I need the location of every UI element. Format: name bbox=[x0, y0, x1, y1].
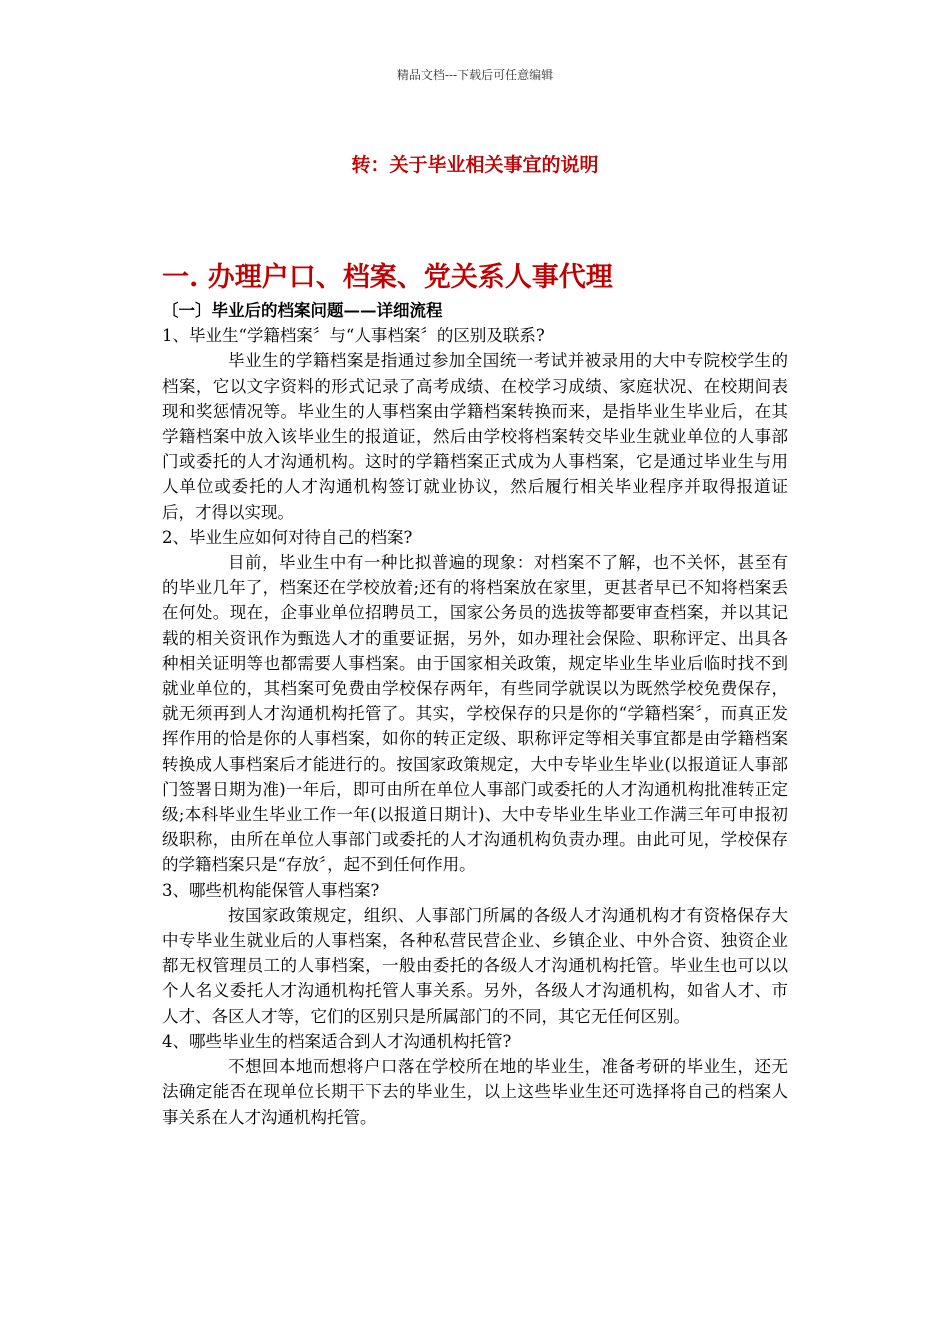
subheading: 〔一〕毕业后的档案问题——详细流程 bbox=[162, 301, 443, 320]
answer-1: 毕业生的学籍档案是指通过参加全国统一考试并被录用的大中专院校学生的档案，它以文字资料的形式记录了高考成绩、在校学习成绩、家庭状况、在校期间表现和奖惩情况等。毕业生的人事档案由学籍档案转换而来，是指毕业生毕业后，在其学籍档案中放入该毕业生的报道证，然后由学校将档案转交毕业生就业单位的人事部门或委托的人才沟通机构。这时的学籍档案正式成为人事档案，它是通过毕业生与用人单位或委托的人才沟通机构签订就业协议，然后履行相关毕业程序并取得报道证后，才得以实现。 bbox=[162, 351, 788, 522]
answer-3: 按国家政策规定，组织、人事部门所属的各级人才沟通机构才有资格保存大中专毕业生就业后的人事档案，各种私营民营企业、乡镇企业、中外合资、独资企业都无权管理员工的人事档案，一般由委托的各级人才沟通机构托管。毕业生也可以以个人名义委托人才沟通机构托管人事关系。另外，各级人才沟通机构，如省人才、市人才、各区人才等，它们的区别只是所属部门的不同，其它无任何区别。 bbox=[162, 905, 788, 1026]
answer-2: 目前，毕业生中有一种比拟普遍的现象：对档案不了解，也不关怀，甚至有的毕业几年了，档案还在学校放着;还有的将档案放在家里，更甚者早已不知将档案丢在何处。现在，企事业单位招聘员工，国家公务员的选拔等都要审查档案，并以其记载的相关资讯作为甄选人才的重要证据，另外，如办理社会保险、职称评定、出具各种相关证明等也都需要人事档案。由于国家相关政策，规定毕业生毕业后临时找不到就业单位的，其档案可免费由学校保存两年，有些同学就误以为既然学校免费保存，就无须再到人才沟通机构托管了。其实，学校保存的只是你的“学籍档案〞，而真正发挥作用的恰是你的人事档案，如你的转正定级、职称评定等相关事宜都是由学籍档案转换成人事档案后才能进行的。按国家政策规定，大中专毕业生毕业(以报道证人事部门签署日期为准)一年后，即可由所在单位人事部门或委托的人才沟通机构批准转正定级;本科毕业生毕业工作一年(以报道日期计)、大中专毕业生毕业工作满三年可申报初级职称，由所在单位人事部门或委托的人才沟通机构负责办理。由此可见，学校保存的学籍档案只是“存放〞，起不到任何作用。 bbox=[162, 553, 788, 875]
question-1: 1、毕业生“学籍档案〞与“人事档案〞的区别及联系? bbox=[162, 326, 545, 346]
question-4: 4、哪些毕业生的档案适合到人才沟通机构托管? bbox=[162, 1031, 512, 1051]
header-note: 精品文档---下载后可任意编辑 bbox=[396, 68, 554, 82]
question-2: 2、毕业生应如何对待自己的档案? bbox=[162, 527, 413, 547]
section-heading: 一. 办理户口、档案、党关系人事代理 bbox=[162, 262, 613, 293]
question-3: 3、哪些机构能保管人事档案? bbox=[162, 880, 380, 900]
document-title: 转：关于毕业相关事宜的说明 bbox=[351, 154, 599, 176]
answer-4: 不想回本地而想将户口落在学校所在地的毕业生，准备考研的毕业生，还无法确定能否在现单位长期干下去的毕业生，以上这些毕业生还可选择将自己的档案人事关系在人才沟通机构托管。 bbox=[162, 1057, 788, 1127]
document-body bbox=[162, 298, 788, 1130]
